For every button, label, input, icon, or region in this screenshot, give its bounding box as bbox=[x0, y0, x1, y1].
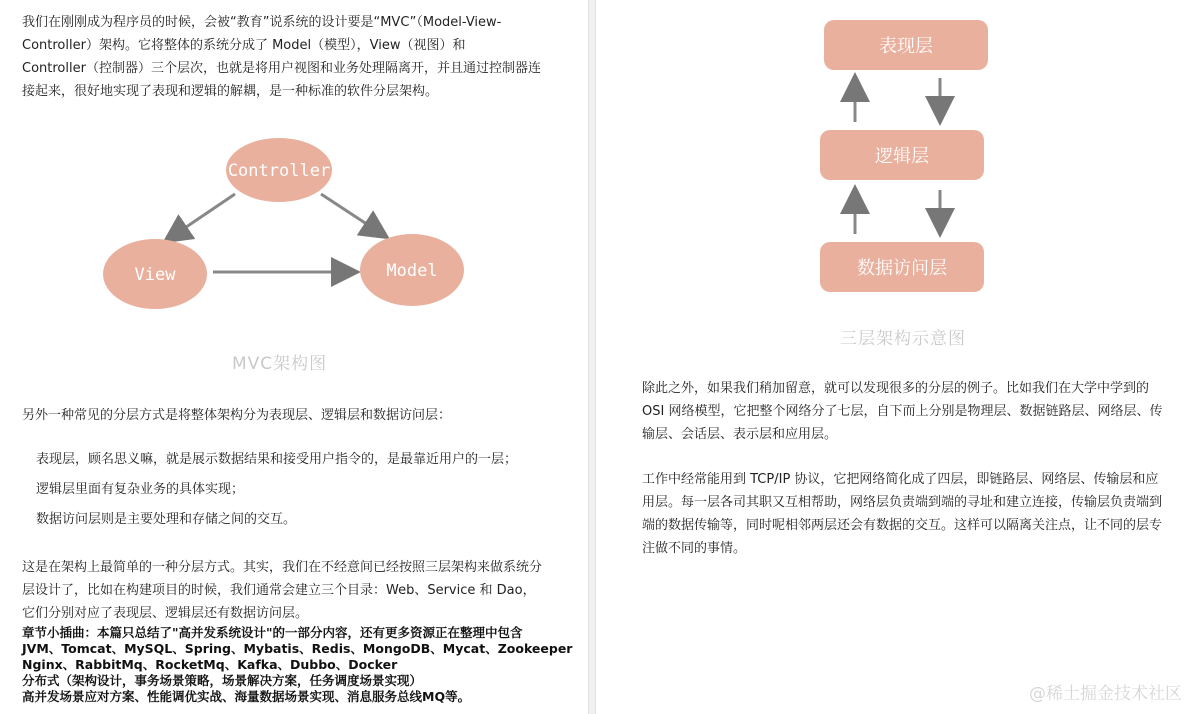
text-line: 除此之外，如果我们稍加留意，就可以发现很多的分层的例子。比如我们在大学中学到的 bbox=[642, 381, 1150, 396]
text-line: 注做不同的事情。 bbox=[642, 541, 747, 556]
text-line: 分布式（架构设计，事务场景策略，场景解决方案，任务调度场景实现） bbox=[22, 673, 423, 688]
text-line: 高并发场景应对方案、性能调优实战、海量数据场景实现、消息服务总线MQ等。 bbox=[22, 689, 471, 704]
view-label: View bbox=[134, 265, 176, 285]
text-line: 接起来，很好地实现了表现和逻辑的解耦，是一种标准的软件分层架构。 bbox=[22, 84, 439, 99]
text-line: 它们分别对应了表现层、逻辑层还有数据访问层。 bbox=[22, 606, 309, 621]
list-item: 数据访问层则是主要处理和存储之间的交互。 bbox=[36, 512, 297, 527]
text-line: 用层。每一层各司其职又互相帮助，网络层负责端到端的寻址和建立连接，传输层负责端到 bbox=[642, 495, 1163, 510]
model-label: Model bbox=[386, 261, 438, 281]
watermark: @稀土掘金技术社区 bbox=[1029, 684, 1182, 704]
chapter-interlude bbox=[22, 625, 572, 705]
text-line: OSI 网络模型，它把整个网络分了七层，自下而上分别是物理层、数据链路层、网络层、传 bbox=[642, 404, 1163, 419]
text-line: 我们在刚刚成为程序员的时候，会被“教育”说系统的设计要是“MVC”（Model-View- bbox=[22, 15, 502, 30]
layer-intro-paragraph bbox=[22, 404, 451, 427]
simple-layer-paragraph bbox=[22, 556, 542, 625]
controller-label: Controller bbox=[227, 161, 331, 181]
list-item: 表现层，顾名思义嘛，就是展示数据结果和接受用户指令的，是最靠近用户的一层； bbox=[36, 452, 518, 467]
text-line: Controller（控制器）三个层次，也就是将用户视图和业务处理隔离开，并且通过控制器连 bbox=[22, 61, 541, 76]
text-line: 工作中经常能用到 TCP/IP 协议，它把网络简化成了四层，即链路层、网络层、传输层和应 bbox=[642, 472, 1159, 487]
text-line: 层设计了，比如在构建项目的时候，我们通常会建立三个目录：Web、Service 和 Dao， bbox=[22, 583, 536, 598]
right-page bbox=[596, 0, 1194, 714]
page-divider bbox=[588, 0, 596, 714]
text-line: JVM、Tomcat、MySQL、Spring、Mybatis、Redis、MongoDB、Mycat、Zookeeper bbox=[22, 641, 573, 656]
text-line: 输层、会话层、表示层和应用层。 bbox=[642, 427, 838, 442]
three-layer-caption: 三层架构示意图 bbox=[840, 329, 966, 349]
left-page bbox=[0, 0, 588, 714]
three-layer-diagram bbox=[812, 14, 992, 296]
text-line: 另外一种常见的分层方式是将整体架构分为表现层、逻辑层和数据访问层： bbox=[22, 408, 452, 423]
data-access-layer-label: 数据访问层 bbox=[857, 258, 947, 279]
list-item: 逻辑层里面有复杂业务的具体实现； bbox=[36, 482, 245, 497]
osi-paragraph bbox=[642, 377, 1162, 446]
intro-paragraph bbox=[22, 11, 541, 103]
text-line: Nginx、RabbitMq、RocketMq、Kafka、Dubbo、Docker bbox=[22, 657, 398, 672]
layer-bullet-list bbox=[22, 448, 517, 531]
logic-layer-label: 逻辑层 bbox=[875, 146, 929, 167]
controller-to-view-arrow bbox=[167, 194, 235, 240]
controller-to-model-arrow bbox=[321, 194, 385, 236]
text-line: Controller）架构。它将整体的系统分成了 Model（模型），View（视图）和 bbox=[22, 38, 466, 53]
text-line: 这是在架构上最简单的一种分层方式。其实，我们在不经意间已经按照三层架构来做系统分 bbox=[22, 560, 543, 575]
mvc-diagram bbox=[95, 128, 475, 318]
mvc-caption: MVC架构图 bbox=[232, 354, 328, 374]
tcpip-paragraph bbox=[642, 468, 1162, 560]
text-line: 端的数据传输等，同时呢相邻两层还会有数据的交互。这样可以隔离关注点，让不同的层专 bbox=[642, 518, 1163, 533]
text-line: 章节小插曲：本篇只总结了"高并发系统设计"的一部分内容，还有更多资源正在整理中包含 bbox=[22, 625, 523, 640]
presentation-layer-label: 表现层 bbox=[879, 36, 933, 57]
